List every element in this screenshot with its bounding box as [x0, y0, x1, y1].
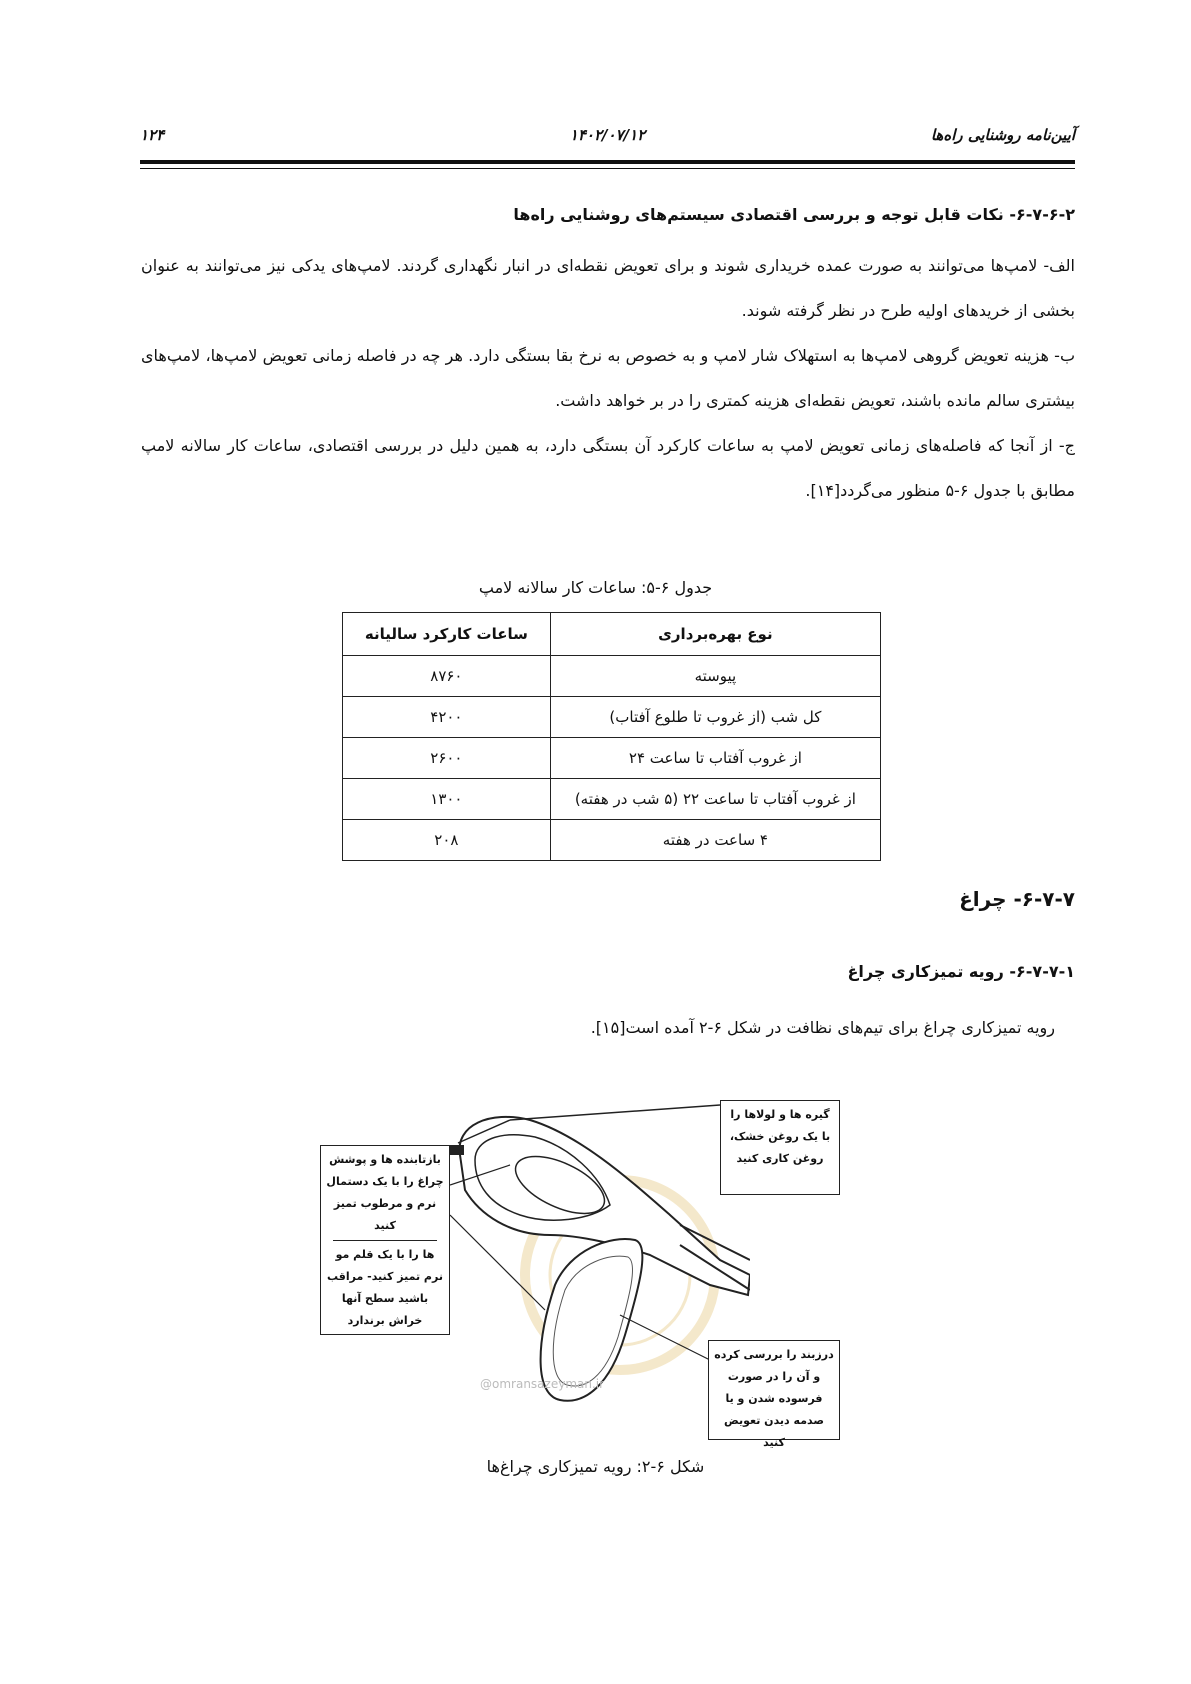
- subsection-heading-cleaning: ۶-۷-۷-۱- رویه تمیزکاری چراغ: [847, 962, 1075, 981]
- table-caption: جدول ۶-۵: ساعات کار سالانه لامپ: [478, 578, 713, 597]
- watermark: @omransazeyman.ir: [480, 1377, 605, 1391]
- paragraph-be: ب- هزینه تعویض گروهی لامپ‌ها به استهلاک شار لامپ و به خصوص به نرخ بقا بستگی دارد. هر چه در فاصله زمانی تعویض لامپ‌ها، لامپ‌های بیشتری سالم مانده باشند، تعویض نقطه‌ای هزینه کمتری را در بر خواهد داشت.: [141, 346, 1075, 410]
- cell-hours: ۲۰۸: [343, 820, 551, 861]
- header-rule-thin: [140, 168, 1075, 169]
- figure-caption: شکل ۶-۲: رویه تمیزکاری چراغ‌ها: [486, 1457, 705, 1476]
- lamp-hours-table: [342, 612, 881, 861]
- paragraph-alef: الف- لامپ‌ها می‌توانند به صورت عمده خریداری شوند و برای تعویض نقطه‌ای در انبار نگهداری گردند. لامپ‌های یدکی نیز می‌توانند به عنوان بخشی از خریدهای اولیه طرح در نظر گرفته شوند.: [141, 256, 1075, 320]
- col-header-hours: ساعات کارکرد سالیانه: [343, 613, 551, 656]
- paragraph-cleaning: رویه تمیزکاری چراغ برای تیم‌های نظافت در شکل ۶-۲ آمده است[۱۵].: [590, 1018, 1055, 1037]
- table-row: [343, 779, 881, 820]
- paragraph-jim: ج- از آنجا که فاصله‌های زمانی تعویض لامپ به ساعات کارکرد آن بستگی دارد، به همین دلیل در بررسی اقتصادی، ساعات کار سالانه لامپ مطابق با جدول ۶-۵ منظور می‌گردد[۱۴].: [141, 436, 1075, 500]
- section-heading-economic: ۶-۷-۶-۲- نکات قابل توجه و بررسی اقتصادی سیستم‌های روشنایی راه‌ها: [513, 205, 1075, 224]
- callout-reflector: [320, 1145, 450, 1335]
- table-row: [343, 697, 881, 738]
- cell-operation: ۴ ساعت در هفته: [550, 820, 880, 861]
- cell-operation: کل شب (از غروب تا طلوع آفتاب): [550, 697, 880, 738]
- streetlight-luminaire-drawing: [450, 1085, 750, 1445]
- cleaning-figure: [320, 1085, 850, 1449]
- table-header-row: [343, 613, 881, 656]
- callout-divider: [333, 1240, 437, 1241]
- section-heading-luminaire: ۶-۷-۷- چراغ: [959, 887, 1075, 911]
- cell-operation: پیوسته: [550, 656, 880, 697]
- cell-operation: از غروب آفتاب تا ساعت ۲۲ (۵ شب در هفته): [550, 779, 880, 820]
- table-row: [343, 738, 881, 779]
- header-date: ۱۴۰۲/۰۷/۱۲: [569, 126, 646, 144]
- cell-hours: ۸۷۶۰: [343, 656, 551, 697]
- callout-reflector-text-2: ها را با یک قلم مو نرم تمیز کنید- مراقب باشید سطح آنها خراش برندارد: [327, 1248, 443, 1327]
- col-header-operation: نوع بهره‌برداری: [550, 613, 880, 656]
- cell-hours: ۴۲۰۰: [343, 697, 551, 738]
- page-number: ۱۲۴: [140, 126, 165, 144]
- cell-operation: از غروب آفتاب تا ساعت ۲۴: [550, 738, 880, 779]
- callout-gasket: درزبند را بررسی کرده و آن را در صورت فرسوده شدن و یا صدمه دیدن تعویض کنید: [708, 1340, 840, 1440]
- cell-hours: ۲۶۰۰: [343, 738, 551, 779]
- header-rule-thick: [140, 160, 1075, 164]
- table-row: [343, 820, 881, 861]
- callout-clips-hinges: گیره ها و لولاها را با یک روغن خشک، روغن کاری کنید: [720, 1100, 840, 1195]
- header-title: آیین‌نامه روشنایی راه‌ها: [930, 126, 1075, 144]
- cell-hours: ۱۳۰۰: [343, 779, 551, 820]
- callout-reflector-text-1: بازتابنده ها و پوشش چراغ را با یک دستمال نرم و مرطوب تمیز کنید: [326, 1153, 444, 1232]
- page-header: [140, 126, 1075, 156]
- table-row: [343, 656, 881, 697]
